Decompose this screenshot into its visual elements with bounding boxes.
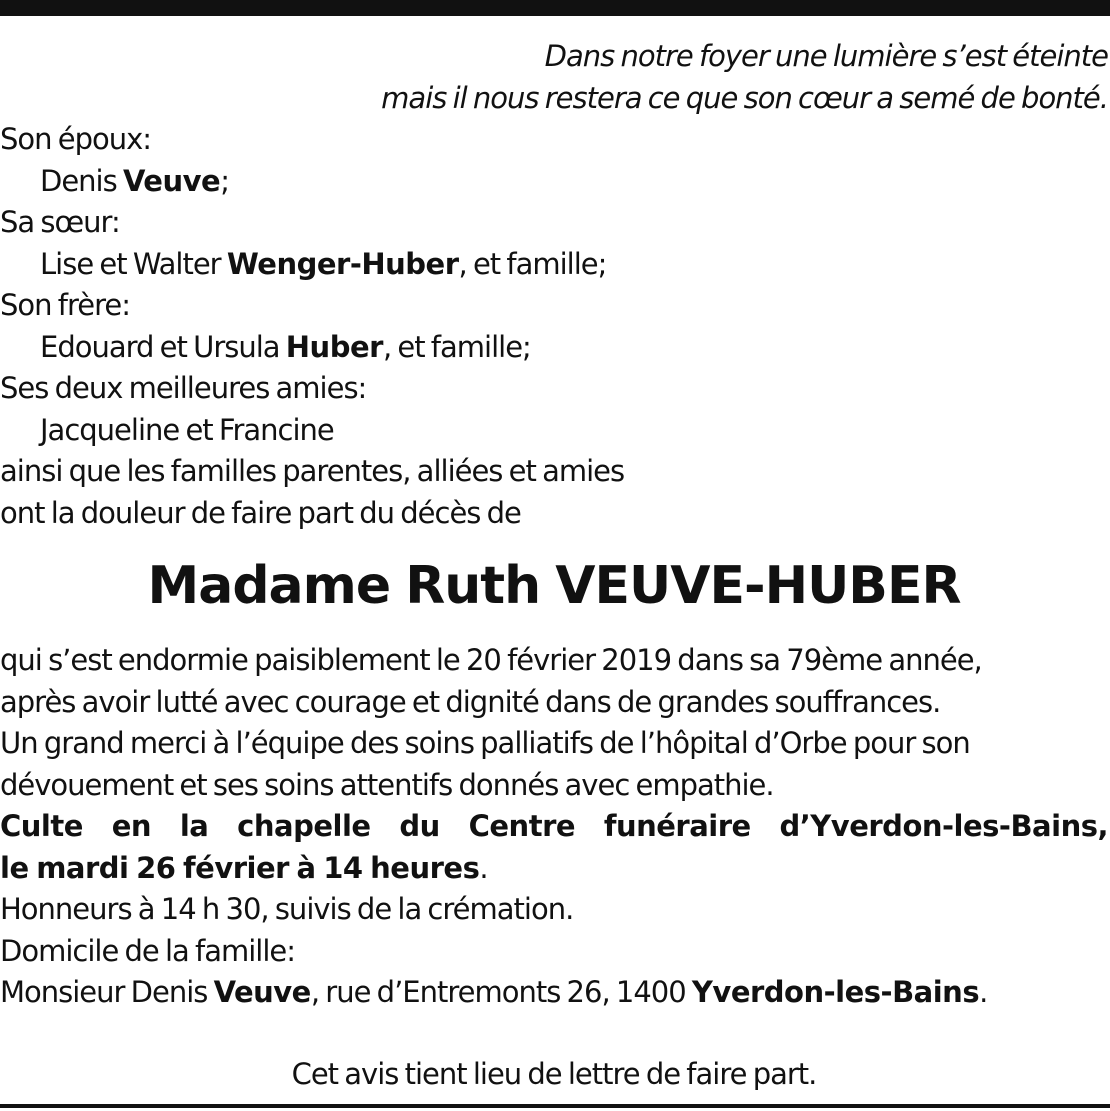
- relatives-line: ainsi que les familles parentes, alliées et amies: [0, 454, 625, 488]
- service-info: [0, 806, 1108, 889]
- service-line-1: Culte en la chapelle du Centre funéraire d’Yverdon-les-Bains,: [0, 809, 1108, 843]
- sister-label: Sa sœur:: [0, 205, 120, 239]
- sister-last: Wenger-Huber: [226, 246, 459, 281]
- brother-first: Edouard et Ursula: [40, 329, 286, 364]
- service-line-2-end: .: [479, 850, 488, 885]
- service-line-2: [0, 848, 1108, 890]
- spouse-entry: [0, 161, 1108, 203]
- honours-line: Honneurs à 14 h 30, suivis de la crémation.: [0, 892, 574, 926]
- body-line-2: après avoir lutté avec courage et dignité dans de grandes souffrances.: [0, 684, 941, 719]
- service-date: le mardi 26 février à 14 heures: [0, 850, 480, 885]
- address-end: .: [979, 975, 988, 1009]
- spouse-first: Denis: [40, 163, 123, 198]
- brother-end: , et famille;: [382, 329, 531, 364]
- friends-names: Jacqueline et Francine: [40, 412, 334, 447]
- address-line: [0, 972, 1108, 1014]
- domicile-label: Domicile de la famille:: [0, 933, 296, 968]
- deceased-name: Madame Ruth VEUVE-HUBER: [147, 556, 961, 616]
- brother-last: Huber: [285, 329, 383, 364]
- notice-body: [0, 640, 1108, 806]
- friends-label: Ses deux meilleures amies:: [0, 371, 367, 405]
- sister-entry: [0, 244, 1108, 286]
- brother-entry: [0, 327, 1108, 369]
- address-start: Monsieur Denis: [0, 975, 214, 1009]
- spouse-label: Son époux:: [0, 122, 152, 156]
- spouse-end: ;: [220, 163, 229, 198]
- footer-note: Cet avis tient lieu de lettre de faire part.: [291, 1056, 817, 1091]
- brother-label: Son frère:: [0, 288, 130, 322]
- address-name: Veuve: [213, 975, 311, 1009]
- sister-first: Lise et Walter: [40, 246, 227, 281]
- bottom-border: [0, 1104, 1110, 1108]
- spouse-last: Veuve: [122, 163, 221, 198]
- epigraph: [0, 36, 1108, 119]
- epigraph-line-1: Dans notre foyer une lumière s’est éteinte: [544, 39, 1108, 73]
- address-mid: , rue d’Entremonts 26, 1400: [310, 975, 692, 1009]
- announcement-line: ont la douleur de faire part du décès de: [0, 495, 521, 530]
- body-line-1: qui s’est endormie paisiblement le 20 février 2019 dans sa 79ème année,: [0, 643, 982, 677]
- family-list: [0, 119, 1108, 534]
- address-city: Yverdon-les-Bains: [691, 975, 980, 1009]
- obituary-notice: [0, 36, 1108, 1095]
- body-line-4: dévouement et ses soins attentifs donnés avec empathie.: [0, 767, 774, 802]
- top-border: [0, 0, 1110, 16]
- details: [0, 889, 1108, 1014]
- epigraph-line-2: mais il nous restera ce que son cœur a semé de bonté.: [381, 80, 1108, 115]
- body-line-3: Un grand merci à l’équipe des soins palliatifs de l’hôpital d’Orbe pour son: [0, 726, 970, 760]
- sister-end: , et famille;: [458, 246, 607, 281]
